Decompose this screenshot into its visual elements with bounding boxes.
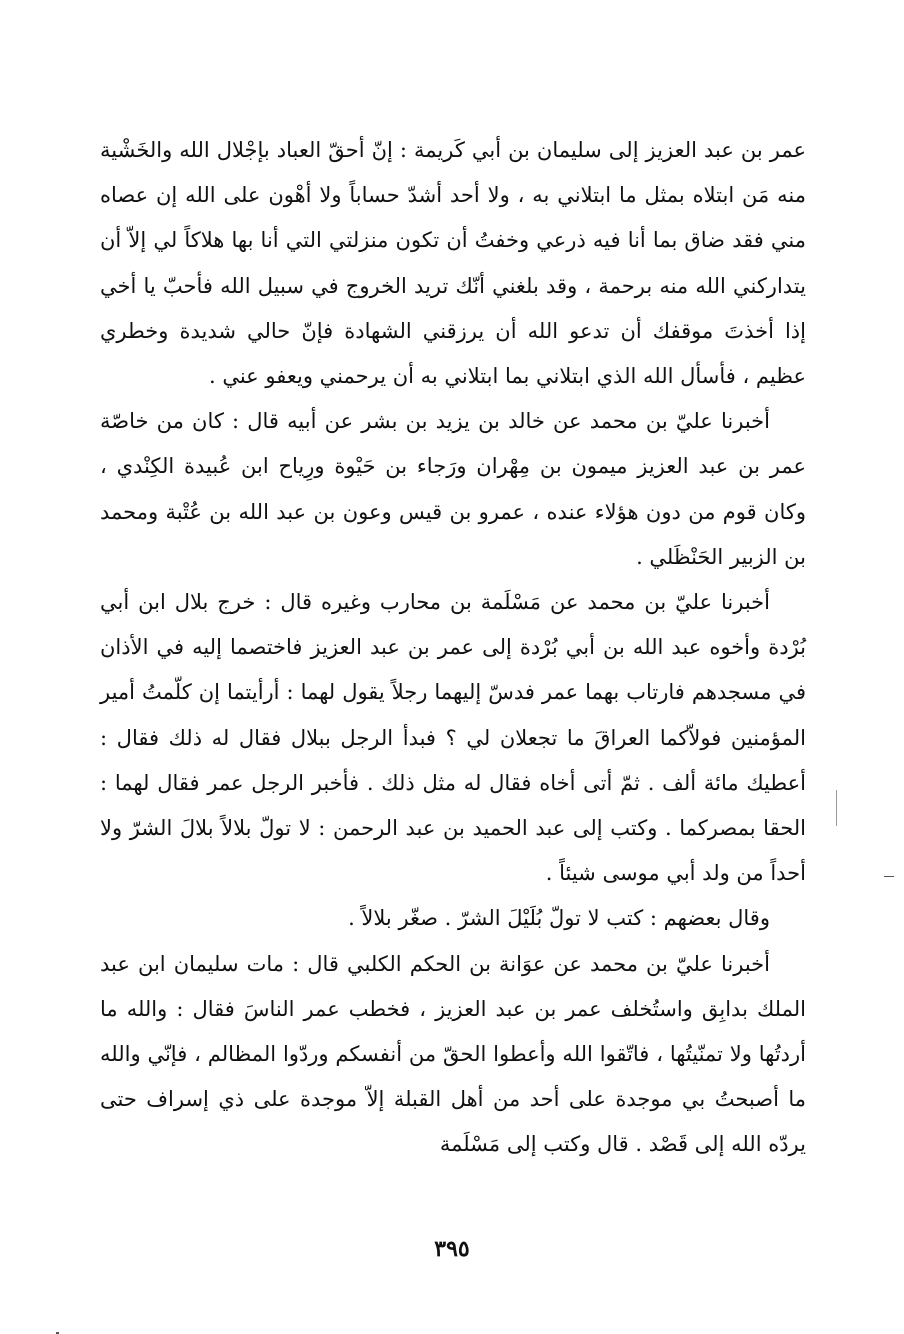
paragraph-1: عمر بن عبد العزيز إلى سليمان بن أبي كَريمة : إنّ أحقّ العباد بإجْلال الله والخَشْية منه مَن ابتلاه بمثل ما ابتلاني به ، ولا أحد أشدّ حساباً ولا أهْون على الله إن عصاه مني فقد ضاق بما أنا فيه ذرعي وخفتُ أن تكون منزلتي التي أنا بها هلاكاً لي إلاّ أن يتداركني الله منه برحمة ، وقد بلغني أنّك تريد الخروج في سبيل الله فأحبّ يا أخي إذا أخذتَ موقفك أن تدعو الله أن يرزقني الشهادة فإنّ حالي شديدة وخطري عظيم ، فأسأل الله الذي ابتلاني بما ابتلاني به أن يرحمني ويعفو عني . [100,138,806,389]
page-number: ٣٩٥ [434,1236,470,1262]
scan-mark [836,790,837,826]
paragraph-2: أخبرنا عليّ بن محمد عن خالد بن يزيد بن بشر عن أبيه قال : كان من خاصّة عمر بن عبد العزيز ميمون بن مِهْران ورَجاء بن حَيْوة ورِياح ابن عُبيدة الكِنْدي ، وكان قوم من دون هؤلاء عنده ، عمرو بن قيس وعون بن عبد الله بن عُتْبة ومحمد بن الزبير الحَنْظَلي . [100,409,806,569]
paragraph-5: أخبرنا عليّ بن محمد عن عوَانة بن الحكم الكلبي قال : مات سليمان ابن عبد الملك بدابِق واستُخلف عمر بن عبد العزيز ، فخطب عمر الناسَ فقال : والله ما أردتُها ولا تمنّيتُها ، فاتّقوا الله وأعطوا الحقّ من أنفسكم وردّوا المظالم ، فإنّي والله ما أصبحتُ بي موجدة على أحد من أهل القبلة إلاّ موجدة على ذي إسراف حتى يردّه الله إلى قَصْد . قال وكتب إلى مَسْلَمة [100,951,806,1157]
main-text [100,128,806,1168]
scan-mark [884,876,894,877]
paragraph-4: وقال بعضهم : كتب لا تولّ بُلَيْلَ الشرّ . صغّر بلالاً . [348,906,770,931]
paragraph-3: أخبرنا عليّ بن محمد عن مَسْلَمة بن محارب وغيره قال : خرج بلال ابن أبي بُرْدة وأخوه عبد الله بن أبي بُرْدة إلى عمر بن عبد العزيز فاختصما إليه في الأذان في مسجدهم فارتاب بهما عمر فدسّ إليهما رجلاً يقول لهما : أرأيتما إن كلّمتُ أمير المؤمنين فولاّكما العراقَ ما تجعلان لي ؟ فبدأ الرجل ببلال فقال له ذلك فقال : أعطيك مائة ألف . ثمّ أتى أخاه فقال له مثل ذلك . فأخبر الرجل عمر فقال لهما : الحقا بمصركما . وكتب إلى عبد الحميد بن عبد الرحمن : لا تولّ بلالاً بلالَ الشرّ ولا أحداً من ولد أبي موسى شيئاً . [100,590,806,886]
